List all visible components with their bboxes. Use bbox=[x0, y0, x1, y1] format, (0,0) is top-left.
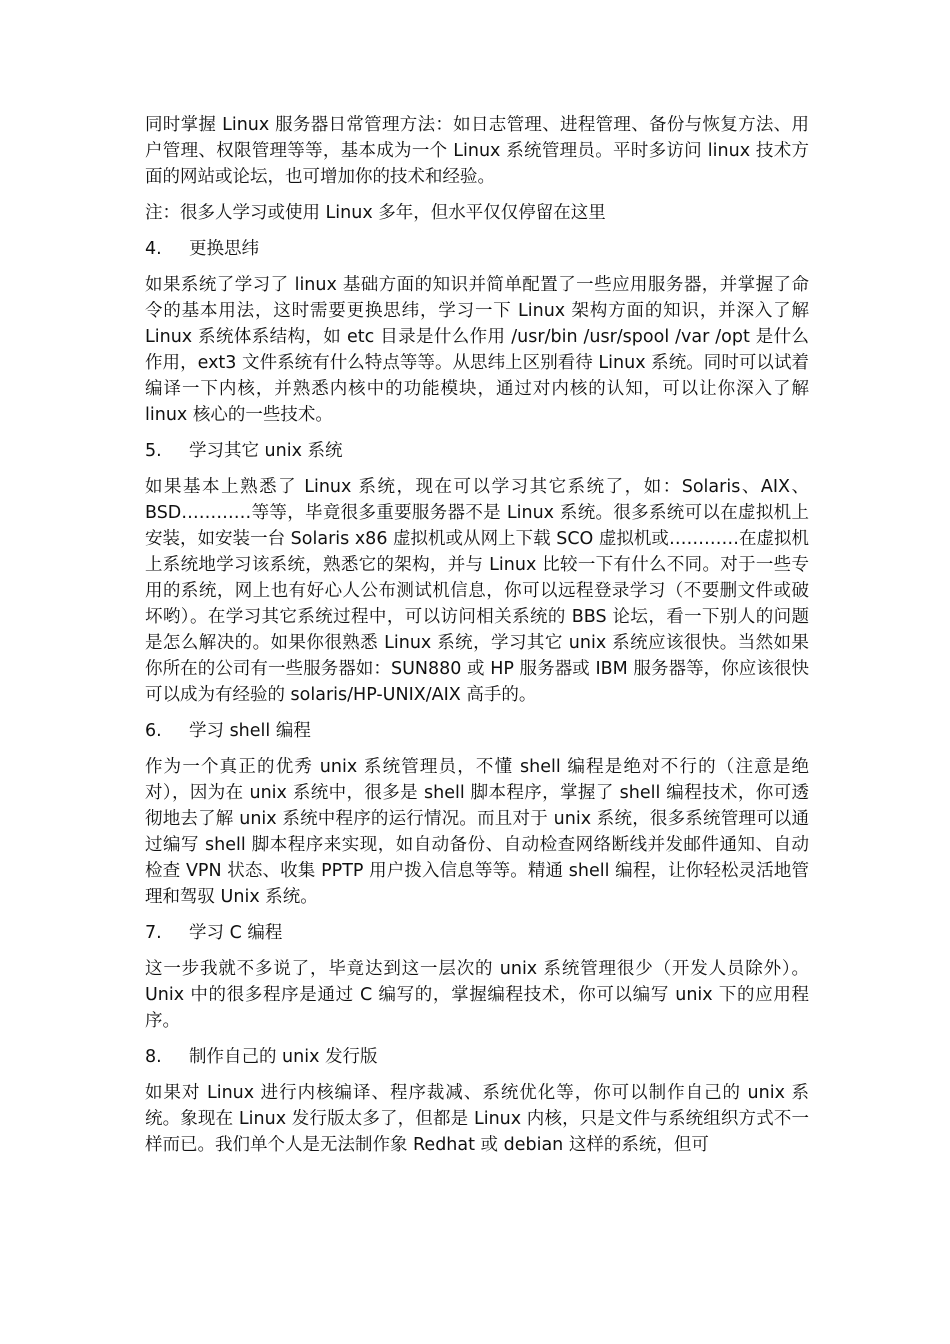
paragraph-note: 注：很多人学习或使用 Linux 多年，但水平仅仅停留在这里 bbox=[145, 203, 606, 223]
document-page bbox=[145, 112, 809, 1168]
section-title: 学习 C 编程 bbox=[189, 923, 283, 943]
section-title: 更换思纬 bbox=[189, 239, 259, 259]
section-heading-6 bbox=[145, 718, 809, 744]
section-number: 7. bbox=[145, 923, 162, 943]
section-title: 学习其它 unix 系统 bbox=[189, 441, 343, 461]
section-heading-8 bbox=[145, 1044, 809, 1070]
section-heading-7 bbox=[145, 920, 809, 946]
section-heading-5 bbox=[145, 438, 809, 464]
paragraph-section-6: 作为一个真正的优秀 unix 系统管理员，不懂 shell 编程是绝对不行的（注意是绝对），因为在 unix 系统中，很多是 shell 脚本程序，掌握了 shell 编程技术，你可透彻地去了解 unix 系统中程序的运行情况。而且对于 unix 系统，很多系统管理可以通过编写 shell 脚本程序来实现，如自动备份、自动检查网络断线并发邮件通知、自动检查 VPN 状态、收集 PPTP 用户拨入信息等等。精通 shell 编程，让你轻松灵活地管理和驾驭 Unix 系统。 bbox=[145, 757, 809, 907]
section-heading-4 bbox=[145, 236, 809, 262]
section-number: 6. bbox=[145, 721, 162, 741]
paragraph-section-5: 如果基本上熟悉了 Linux 系统，现在可以学习其它系统了，如：Solaris、AIX、BSD…………等等，毕竟很多重要服务器不是 Linux 系统。很多系统可以在虚拟机上安装，如安装一台 Solaris x86 虚拟机或从网上下载 SCO 虚拟机或…………在虚拟机上系统地学习该系统，熟悉它的架构，并与 Linux 比较一下有什么不同。对于一些专用的系统，网上也有好心人公布测试机信息，你可以远程登录学习（不要删文件或破坏哟）。在学习其它系统过程中，可以访问相关系统的 BBS 论坛，看一下别人的问题是怎么解决的。如果你很熟悉 Linux 系统，学习其它 unix 系统应该很快。当然如果你所在的公司有一些服务器如：SUN880 或 HP 服务器或 IBM 服务器等，你应该很快可以成为有经验的 solaris/HP-UNIX/AIX 高手的。 bbox=[145, 477, 809, 705]
section-title: 制作自己的 unix 发行版 bbox=[189, 1047, 378, 1067]
paragraph-section-8: 如果对 Linux 进行内核编译、程序裁减、系统优化等，你可以制作自己的 unix 系统。象现在 Linux 发行版太多了，但都是 Linux 内核，只是文件与系统组织方式不一样而已。我们单个人是无法制作象 Redhat 或 debian 这样的系统，但可 bbox=[145, 1083, 809, 1155]
section-number: 8. bbox=[145, 1047, 162, 1067]
paragraph-admin-methods: 同时掌握 Linux 服务器日常管理方法：如日志管理、进程管理、备份与恢复方法、用户管理、权限管理等等，基本成为一个 Linux 系统管理员。平时多访问 linux 技术方面的网站或论坛，也可增加你的技术和经验。 bbox=[145, 115, 809, 187]
paragraph-section-7: 这一步我就不多说了，毕竟达到这一层次的 unix 系统管理很少（开发人员除外）。Unix 中的很多程序是通过 C 编写的，掌握编程技术，你可以编写 unix 下的应用程序。 bbox=[145, 959, 809, 1031]
section-title: 学习 shell 编程 bbox=[189, 721, 311, 741]
section-number: 4. bbox=[145, 239, 162, 259]
paragraph-section-4: 如果系统了学习了 linux 基础方面的知识并简单配置了一些应用服务器，并掌握了命令的基本用法，这时需要更换思纬，学习一下 Linux 架构方面的知识，并深入了解 Linux 系统体系结构，如 etc 目录是什么作用 /usr/bin /usr/spool /var /opt 是什么作用，ext3 文件系统有什么特点等等。从思纬上区别看待 Linux 系统。同时可以试着编译一下内核，并熟悉内核中的功能模块，通过对内核的认知，可以让你深入了解 linux 核心的一些技术。 bbox=[145, 275, 809, 425]
section-number: 5. bbox=[145, 441, 162, 461]
